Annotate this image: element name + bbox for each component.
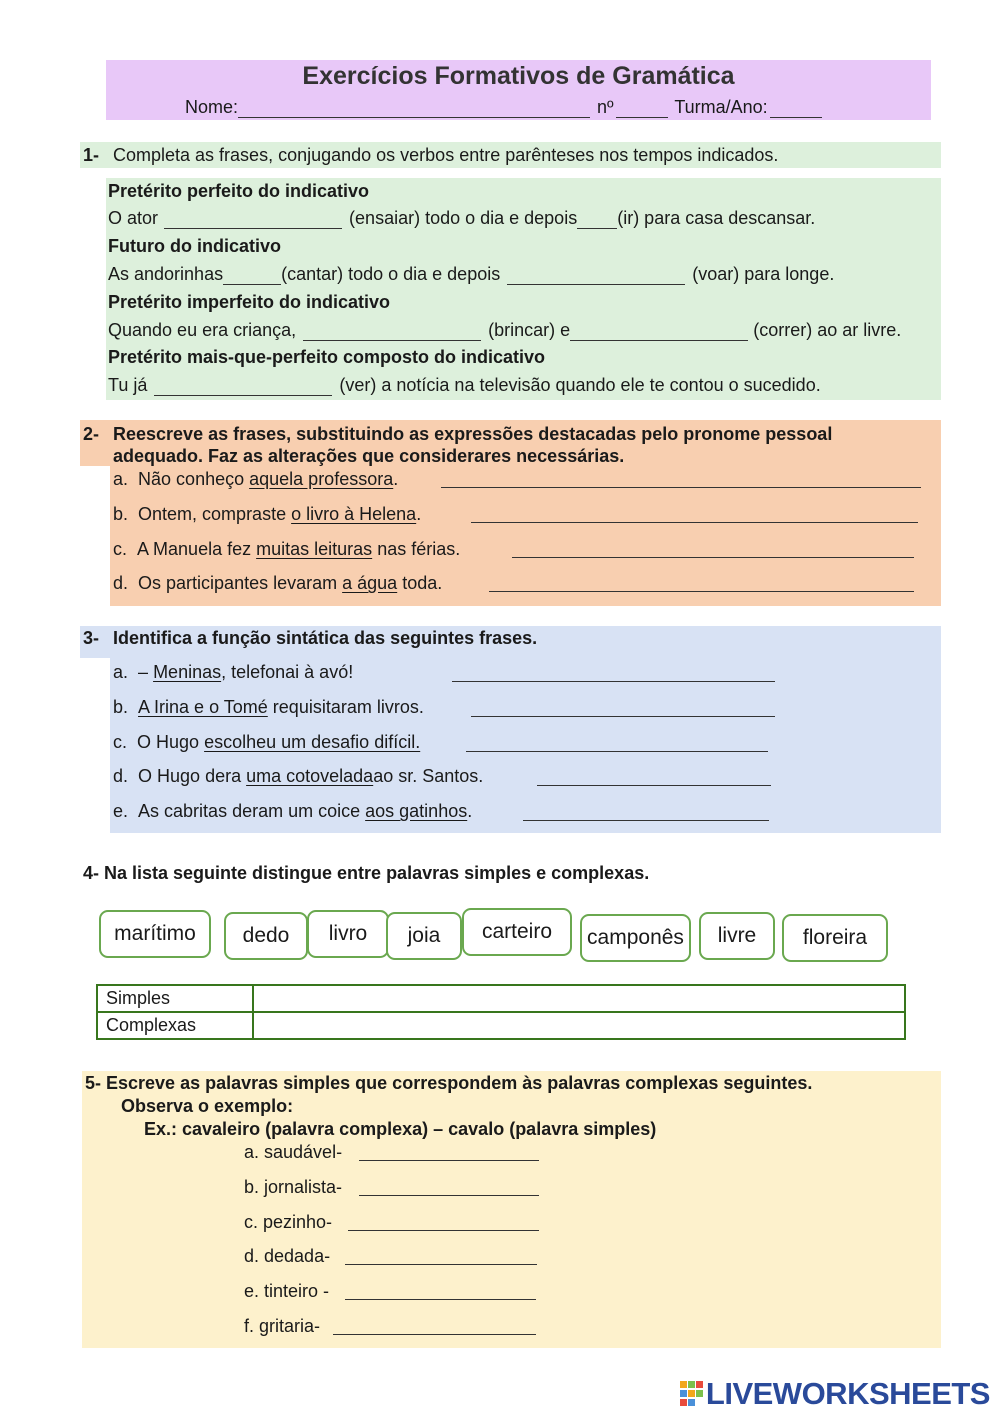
ex1-heading-1: Pretérito perfeito do indicativo <box>108 181 370 201</box>
ex5-answer-e[interactable] <box>345 1299 536 1300</box>
ex5-answer-d[interactable] <box>345 1264 537 1265</box>
ex1-number: 1- <box>83 145 100 165</box>
ex5-item-d: d. dedada- <box>244 1246 331 1266</box>
ex3-instruction: Identifica a função sintática das seguintes frases. <box>113 628 538 648</box>
logo-blocks-icon <box>680 1381 704 1407</box>
ex5-item-a: a. saudável- <box>244 1142 343 1162</box>
ex5-item-e: e. tinteiro - <box>244 1281 330 1301</box>
ex1-blank-3a[interactable] <box>303 322 481 341</box>
ex3-item-e: e. As cabritas deram um coice aos gatinhos. <box>113 801 473 821</box>
ex1-blank-1a[interactable] <box>164 210 342 229</box>
ex3-answer-a[interactable] <box>452 681 775 682</box>
word-chip-carteiro[interactable]: carteiro <box>462 908 572 956</box>
ex5-answer-b[interactable] <box>359 1195 539 1196</box>
header-fields <box>185 97 824 118</box>
ex2-answer-b[interactable] <box>471 522 918 523</box>
ex1-blank-1b[interactable] <box>577 210 617 229</box>
ex1-instruction: Completa as frases, conjugando os verbos entre parênteses nos tempos indicados. <box>113 145 779 165</box>
word-chip-floreira[interactable]: floreira <box>782 914 888 962</box>
ex3-answer-b[interactable] <box>471 716 775 717</box>
ex1-sentence-4: Tu já (ver) a notícia na televisão quando ele te contou o sucedido. <box>108 375 821 395</box>
classification-table <box>96 984 906 1040</box>
ex2-item-d: d. Os participantes levaram a água toda. <box>113 573 443 593</box>
ex1-blank-4a[interactable] <box>154 377 332 396</box>
ex3-item-b: b. A Irina e o Tomé requisitaram livros. <box>113 697 424 717</box>
name-field[interactable] <box>238 99 590 118</box>
ex5-answer-a[interactable] <box>359 1160 539 1161</box>
ex2-item-b: b. Ontem, compraste o livro à Helena. <box>113 504 422 524</box>
name-label: Nome: <box>185 97 239 117</box>
ex2-instruction-1: Reescreve as frases, substituindo as expressões destacadas pelo pronome pessoal <box>113 424 833 444</box>
ex1-blank-2a[interactable] <box>223 266 281 285</box>
ex3-answer-c[interactable] <box>466 751 768 752</box>
drop-zone-simples[interactable] <box>253 985 905 1012</box>
ex2-number: 2- <box>83 424 100 444</box>
ex1-heading-4: Pretérito mais-que-perfeito composto do indicativo <box>108 347 546 367</box>
ex2-answer-d[interactable] <box>489 591 914 592</box>
ex3-answer-e[interactable] <box>523 820 769 821</box>
number-label: nº <box>597 97 614 117</box>
ex2-answer-a[interactable] <box>441 487 921 488</box>
table-row <box>97 985 905 1012</box>
logo-text: LIVEWORKSHEETS <box>705 1376 990 1411</box>
ex5-answer-c[interactable] <box>348 1230 539 1231</box>
ex1-blank-3b[interactable] <box>570 322 748 341</box>
ex2-item-c: c. A Manuela fez muitas leituras nas férias. <box>113 539 461 559</box>
ex2-instruction-2: adequado. Faz as alterações que considerares necessárias. <box>113 446 625 466</box>
liveworksheets-logo <box>680 1376 990 1412</box>
word-chip-livre[interactable]: livre <box>699 912 775 960</box>
ex3-number: 3- <box>83 628 100 648</box>
ex5-item-c: c. pezinho- <box>244 1212 333 1232</box>
ex5-instruction: 5- Escreve as palavras simples que correspondem às palavras complexas seguintes. <box>85 1073 813 1093</box>
ex2-answer-c[interactable] <box>512 557 914 558</box>
ex3-answer-d[interactable] <box>537 785 771 786</box>
word-chip-maritimo[interactable]: marítimo <box>99 910 211 958</box>
ex4-instruction: 4- Na lista seguinte distingue entre palavras simples e complexas. <box>83 863 650 883</box>
ex5-item-f: f. gritaria- <box>244 1316 321 1336</box>
ex5-observe: Observa o exemplo: <box>121 1096 294 1116</box>
class-label: Turma/Ano: <box>674 97 768 117</box>
ex3-item-a: a. – Meninas, telefonai à avó! <box>113 662 354 682</box>
ex1-sentence-2: As andorinhas (cantar) todo o dia e depois (voar) para longe. <box>108 264 835 284</box>
ex3-item-c: c. O Hugo escolheu um desafio difícil. <box>113 732 421 752</box>
row-label-complexas: Complexas <box>97 1012 253 1039</box>
table-row <box>97 1012 905 1039</box>
word-chip-dedo[interactable]: dedo <box>224 912 308 960</box>
ex1-sentence-1: O ator (ensaiar) todo o dia e depois (ir) para casa descansar. <box>108 208 816 228</box>
ex1-blank-2b[interactable] <box>507 266 685 285</box>
number-field[interactable] <box>616 99 668 118</box>
ex5-item-b: b. jornalista- <box>244 1177 343 1197</box>
row-label-simples: Simples <box>97 985 253 1012</box>
ex5-answer-f[interactable] <box>333 1334 536 1335</box>
drop-zone-complexas[interactable] <box>253 1012 905 1039</box>
page-title: Exercícios Formativos de Gramática <box>302 62 735 90</box>
ex1-heading-2: Futuro do indicativo <box>108 236 281 256</box>
class-field[interactable] <box>770 99 822 118</box>
ex2-item-a: a. Não conheço aquela professora. <box>113 469 399 489</box>
ex5-example: Ex.: cavaleiro (palavra complexa) – cavalo (palavra simples) <box>144 1119 657 1139</box>
ex3-item-d: d. O Hugo dera uma cotoveladaao sr. Santos. <box>113 766 484 786</box>
ex1-heading-3: Pretérito imperfeito do indicativo <box>108 292 391 312</box>
word-chip-livro[interactable]: livro <box>307 910 389 958</box>
word-chip-joia[interactable]: joia <box>386 912 462 960</box>
word-chip-campones[interactable]: camponês <box>580 914 691 962</box>
ex1-sentence-3: Quando eu era criança, (brincar) e (correr) ao ar livre. <box>108 320 902 340</box>
